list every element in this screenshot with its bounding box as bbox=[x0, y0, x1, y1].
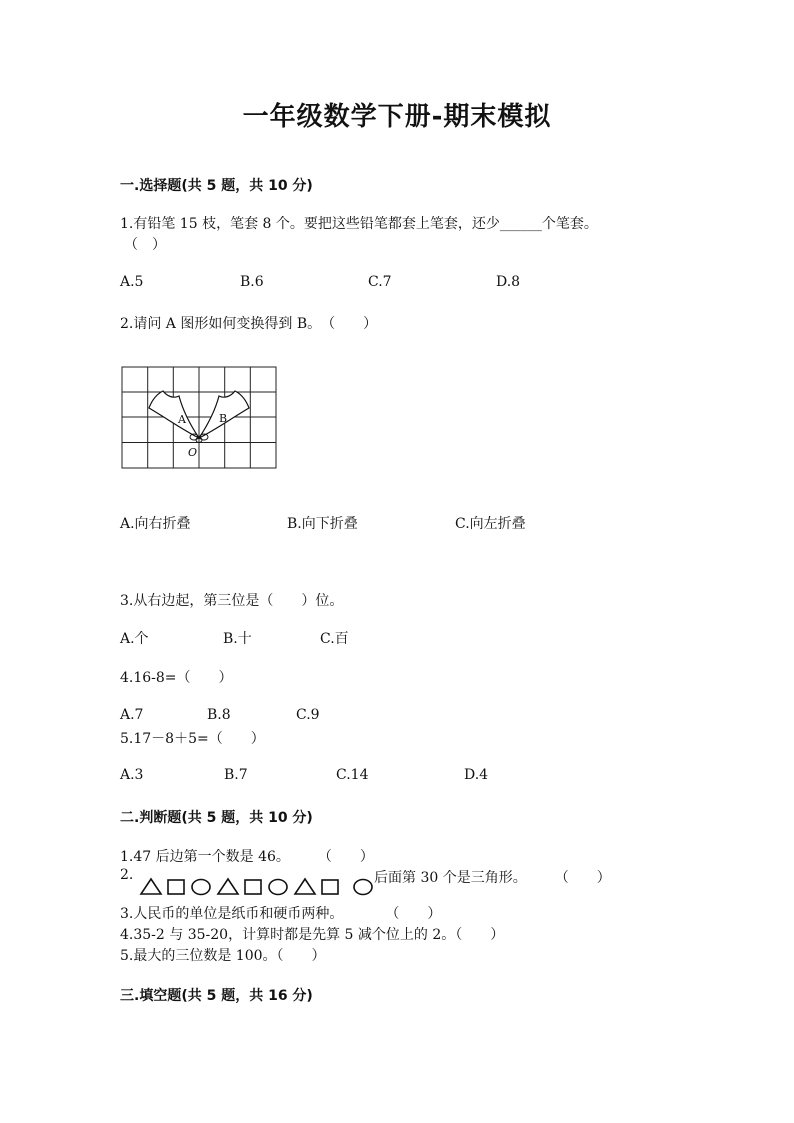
shape-triangle-1 bbox=[141, 879, 161, 894]
question-4-text: 4.16-8=（ ） bbox=[120, 670, 233, 686]
shape-triangle-3 bbox=[295, 879, 315, 894]
question-1-paren: （ ） bbox=[124, 237, 166, 253]
question-3-text: 3.从右边起，第三位是（ ）位。 bbox=[120, 593, 344, 609]
shape-square-3 bbox=[322, 880, 338, 894]
q5-option-a: A.3 bbox=[120, 767, 144, 783]
judge-5-text: 5.最大的三位数是 100。（ ） bbox=[120, 948, 326, 964]
q2-option-a: A.向右折叠 bbox=[120, 516, 191, 532]
q3-option-b: B.十 bbox=[223, 631, 252, 647]
q4-option-b: B.8 bbox=[207, 707, 231, 723]
q4-option-a: A.7 bbox=[120, 707, 144, 723]
shape-circle-1 bbox=[192, 880, 210, 895]
shape-circle-3 bbox=[354, 880, 372, 895]
shape-sequence bbox=[139, 877, 375, 897]
grid-lines bbox=[122, 367, 276, 468]
label-a: A bbox=[178, 413, 186, 426]
label-b: B bbox=[219, 412, 228, 425]
grid-figure bbox=[121, 366, 277, 470]
q1-option-a: A.5 bbox=[120, 274, 144, 290]
q2-option-b: B.向下折叠 bbox=[287, 516, 358, 532]
q1-option-b: B.6 bbox=[240, 274, 264, 290]
q2-option-c: C.向左折叠 bbox=[455, 516, 526, 532]
q5-option-c: C.14 bbox=[336, 767, 369, 783]
q1-option-c: C.7 bbox=[368, 274, 392, 290]
judge-2-suffix: 后面第 30 个是三角形。 （ ） bbox=[374, 870, 611, 886]
judge-3-text: 3.人民币的单位是纸币和硬币两种。 （ ） bbox=[120, 906, 442, 922]
shape-triangle-2 bbox=[218, 879, 238, 894]
page-title: 一年级数学下册-期末模拟 bbox=[242, 102, 552, 132]
shape-square-1 bbox=[168, 880, 184, 894]
section-heading-judgement: 二.判断题(共 5 题，共 10 分) bbox=[120, 810, 313, 826]
leaf-a-shape bbox=[149, 391, 199, 438]
q4-option-c: C.9 bbox=[296, 707, 320, 723]
section-heading-fill: 三.填空题(共 5 题，共 16 分) bbox=[120, 988, 313, 1004]
question-1-text: 1.有铅笔 15 枝，笔套 8 个。要把这些铅笔都套上笔套，还少______个笔套。 bbox=[120, 216, 598, 232]
shape-circle-2 bbox=[269, 880, 287, 895]
q3-option-a: A.个 bbox=[120, 631, 149, 647]
judge-2-prefix: 2. bbox=[120, 867, 134, 883]
q1-option-d: D.8 bbox=[496, 274, 521, 290]
q5-option-b: B.7 bbox=[224, 767, 248, 783]
judge-4-text: 4.35-2 与 35-20，计算时都是先算 5 减个位上的 2。（ ） bbox=[120, 927, 505, 943]
q5-option-d: D.4 bbox=[464, 767, 489, 783]
question-5-text: 5.17－8＋5=（ ） bbox=[120, 731, 265, 747]
shape-square-2 bbox=[245, 880, 261, 894]
label-o: O bbox=[188, 446, 198, 459]
judge-1-text: 1.47 后边第一个数是 46。 （ ） bbox=[120, 849, 374, 865]
question-2-text: 2.请问 A 图形如何变换得到 B。 （ ） bbox=[120, 316, 378, 332]
q3-option-c: C.百 bbox=[320, 631, 349, 647]
section-heading-choice: 一.选择题(共 5 题，共 10 分) bbox=[120, 178, 313, 194]
